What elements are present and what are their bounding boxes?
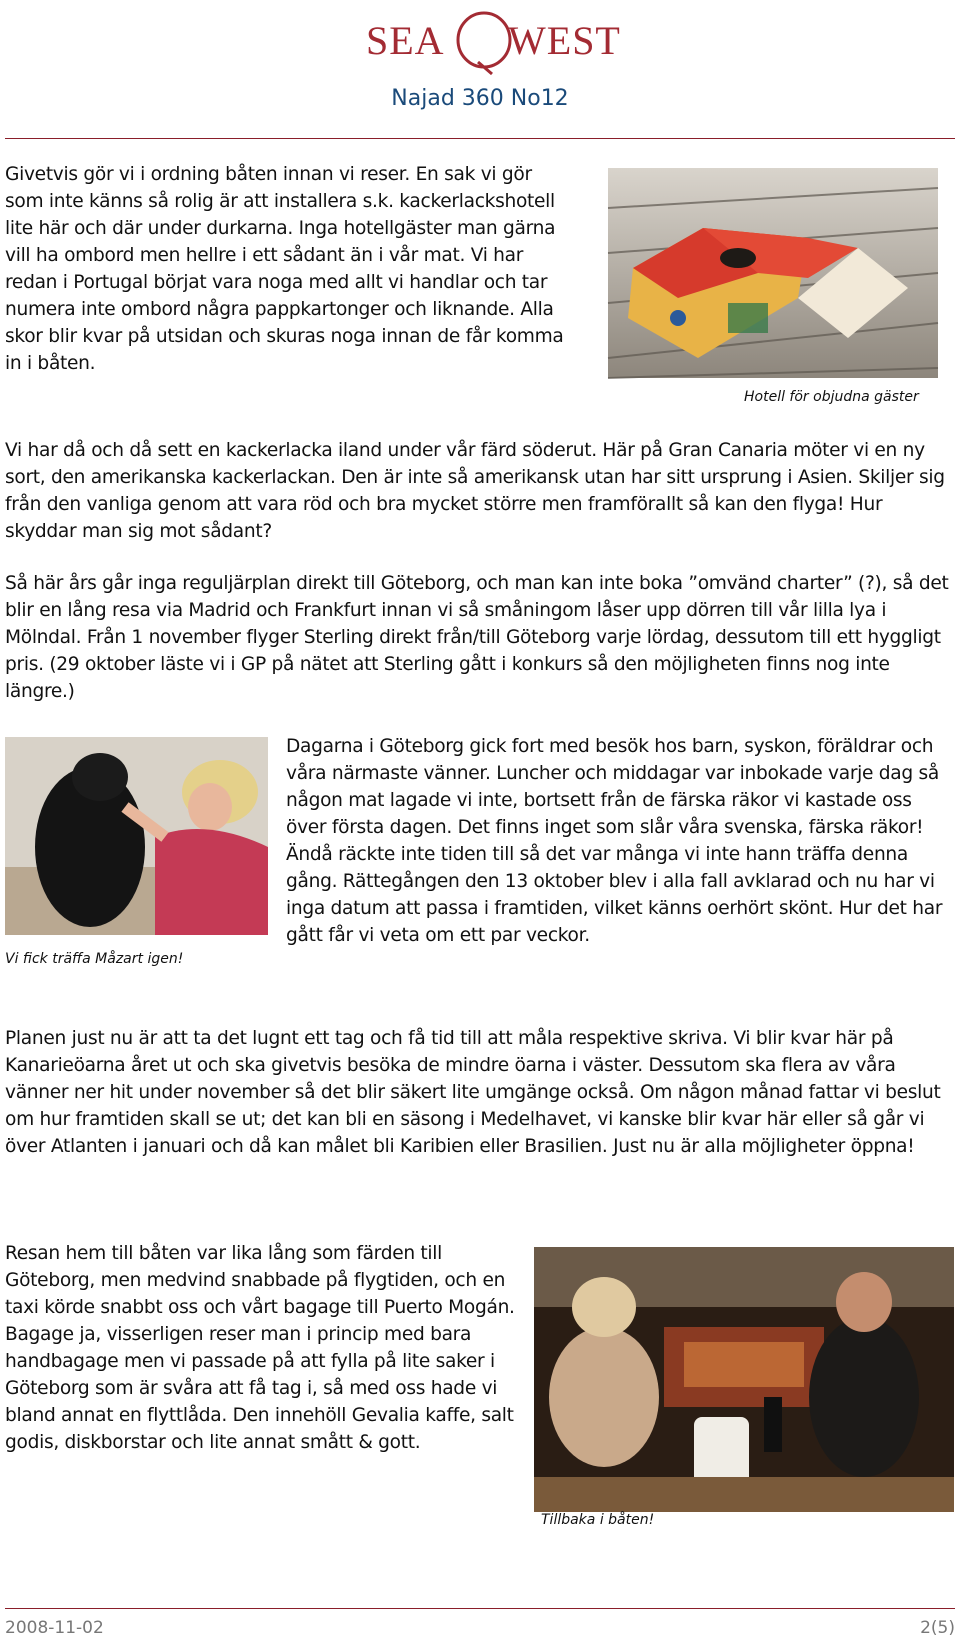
- paragraph-gothenburg-days: Dagarna i Göteborg gick fort med besök hos barn, syskon, föräldrar och våra närmaste vänner. Luncher och middagar var inbokade varje dag så någon mat lagade vi inte, bortsett från de färska räkor vi kastade oss över första dagen. Det finns inget som slår våra svenska, färska räkor! Ändå räckte inte tiden till så det var många vi inte hann träffa denna gång. Rättegången den 13 oktober blev i alla fall avklarad och nu har vi inga datum att passa i framtiden, vilket känns oerhört skönt. Hur det har gått får vi veta om ett par veckor.: [286, 736, 943, 946]
- footer-divider: [5, 1608, 955, 1609]
- caption-cockroach-hotel: Hotell för objudna gäster: [744, 389, 919, 405]
- svg-text:WEST: WEST: [508, 18, 621, 63]
- paragraph-american-cockroach: Vi har då och då sett en kackerlacka iland under vår färd söderut. Här på Gran Canaria möter vi en ny sort, den amerikanska kackerlackan. Den är inte så amerikansk utan har sitt ursprung i Asien. Skiljer sig från den vanliga genom att vara röd och bra mycket större men framförallt så kan den flyga! Hur skyddar man sig mot sådant?: [5, 440, 945, 542]
- seaqwest-logo: [358, 12, 621, 74]
- photo-back-on-boat: [534, 1247, 954, 1512]
- header-divider: [5, 138, 955, 139]
- paragraph-cockroach-hotels: Givetvis gör vi i ordning båten innan vi reser. En sak vi gör som inte känns så rolig är att installera s.k. kackerlackshotell lite här och där under durkarna. Inga hotellgäster man gärna vill ha ombord men hellre i ett sådant än i vår mat. Vi har redan i Portugal börjat vara noga med allt vi handlar och tar numera inte ombord några pappkartonger och liknande. Alla skor blir kvar på utsidan och skuras noga innan de får komma in i båten.: [5, 164, 564, 374]
- caption-dog-mazart: Vi fick träffa Måzart igen!: [5, 951, 184, 967]
- paragraph-trip-home: Resan hem till båten var lika lång som färden till Göteborg, men medvind snabbade på flygtiden, och en taxi körde snabbt oss och vårt bagage till Puerto Mogán. Bagage ja, visserligen reser man i princip med bara handbagage men vi passade på att fylla på lite saker i Göteborg som är svåra att få tag i, så med oss hade vi bland annat en flyttlåda. Den innehöll Gevalia kaffe, salt godis, diskborstar och lite annat smått & gott.: [5, 1243, 515, 1453]
- photo-dog-mazart: [5, 737, 268, 935]
- footer-date: 2008-11-02: [5, 1618, 104, 1638]
- caption-back-on-boat: Tillbaka i båten!: [541, 1512, 655, 1528]
- paragraph-flights: Så här års går inga reguljärplan direkt till Göteborg, och man kan inte boka ”omvänd charter” (?), så det blir en lång resa via Madrid och Frankfurt innan vi så småningom låser upp dörren till vår lilla lya i Mölndal. Från 1 november flyger Sterling direkt från/till Göteborg varje lördag, dessutom till ett hyggligt pris. (29 oktober läste vi i GP på nätet att Sterling gått i konkurs så den möjligheten finns nog inte längre.): [5, 573, 949, 702]
- document-title: Najad 360 No12: [391, 86, 569, 111]
- photo-cockroach-hotel: [608, 168, 938, 378]
- paragraph-plans: Planen just nu är att ta det lugnt ett tag och få tid till att måla respektive skriva. Vi blir kvar här på Kanarieöarna året ut och ska givetvis besöka de mindre öarna i väster. Dessutom ska flera av våra vänner ner hit under november så det blir säkert lite umgänge också. Om någon månad fattar vi beslut om hur framtiden skall se ut; det kan bli en säsong i Medelhavet, vi kanske blir kvar här eller så går vi över Atlanten i januari och då kan målet bli Karibien eller Brasilien. Just nu är alla möjligheter öppna!: [5, 1028, 941, 1157]
- footer-page-number: 2(5): [920, 1618, 955, 1638]
- svg-text:SEA: SEA: [366, 18, 445, 63]
